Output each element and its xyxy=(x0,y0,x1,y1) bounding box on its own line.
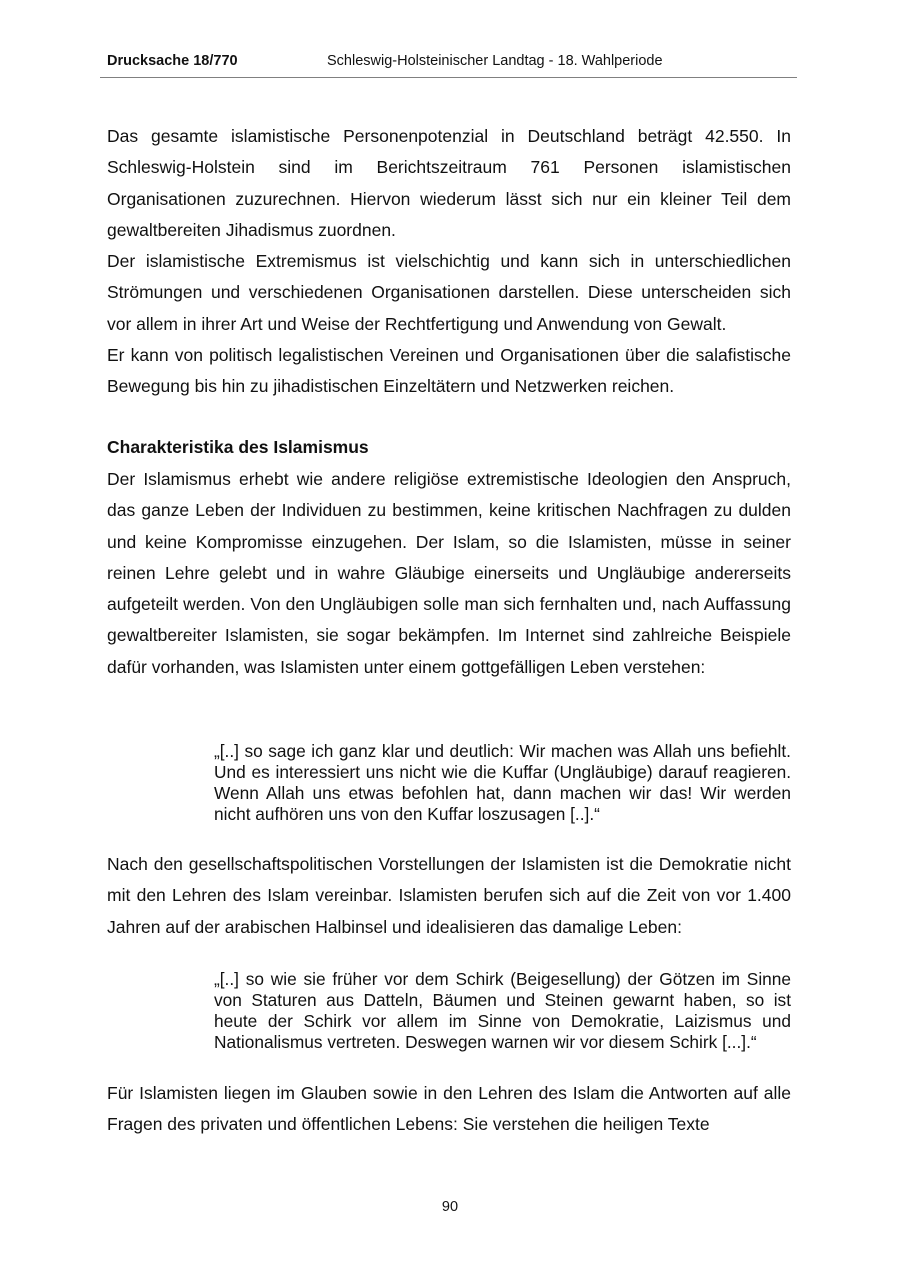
doc-number: Drucksache 18/770 xyxy=(107,53,238,69)
intro-section xyxy=(107,121,791,403)
paragraph-demokratie: Nach den gesellschaftspolitischen Vorstellungen der Islamisten ist die Demokratie nicht mit den Lehren des Islam vereinbar. Islamisten berufen sich auf die Zeit von vor 1.400 Jahren auf der arabischen Halbinsel und idealisieren das damalige Leben: xyxy=(107,854,791,937)
paragraph-bewegung: Er kann von politisch legalistischen Vereinen und Organisationen über die salafistische Bewegung bis hin zu jihadistischen Einzeltätern und Netzwerken reichen. xyxy=(107,345,791,397)
header-title: Schleswig-Holsteinischer Landtag - 18. Wahlperiode xyxy=(327,53,663,69)
page-number: 90 xyxy=(441,1199,459,1215)
blockquote-first: „[..] so sage ich ganz klar und deutlich: Wir machen was Allah uns befiehlt. Und es interessiert uns nicht wie die Kuffar (Ungläubige) darauf reagieren. Wenn Allah uns etwas befohlen hat, dann machen wir das! Wir werden nicht aufhören uns von den Kuffar loszusagen [..].“ xyxy=(214,741,791,824)
blockquote-second: „[..] so wie sie früher vor dem Schirk (Beigesellung) der Götzen im Sinne von Staturen aus Datteln, Bäumen und Steinen gewarnt haben, so ist heute der Schirk vor allem im Sinne von Demokratie, Laizismus und Nationalismus vertreten. Deswegen warnen wir vor diesem Schirk [...].“ xyxy=(214,969,791,1052)
page-header xyxy=(100,50,797,78)
paragraph-vielschichtig: Der islamistische Extremismus ist vielschichtig und kann sich in unterschiedlichen Strömungen und verschiedenen Organisationen darstellen. Diese unterscheiden sich vor allem in ihrer Art und Weise der Rechtfertigung und Anwendung von Gewalt. xyxy=(107,251,791,334)
paragraph-antworten: Für Islamisten liegen im Glauben sowie in den Lehren des Islam die Antworten auf alle Fragen des privaten und öffentlichen Lebens: Sie verstehen die heiligen Texte xyxy=(107,1083,791,1135)
paragraph-charakteristika: Der Islamismus erhebt wie andere religiöse extremistische Ideologien den Anspruch, das ganze Leben der Individuen zu bestimmen, keine kritischen Nachfragen zu dulden und keine Kompromisse einzugehen. Der Islam, so die Islamisten, müsse in seiner reinen Lehre gelebt und in wahre Gläubige einerseits und Ungläubige andererseits aufgeteilt werden. Von den Ungläubigen solle man sich fernhalten und, nach Auffassung gewaltbereiter Islamisten, sie sogar bekämpfen. Im Internet sind zahlreiche Beispiele dafür vorhanden, was Islamisten unter einem gottgefälligen Leben verstehen: xyxy=(107,469,791,677)
section-heading: Charakteristika des Islamismus xyxy=(107,437,369,457)
paragraph-personenpotenzial: Das gesamte islamistische Personenpotenzial in Deutschland beträgt 42.550. In Schleswig-Holstein sind im Berichtszeitraum 761 Personen islamistischen Organisationen zuzurechnen. Hiervon wiederum lässt sich nur ein kleiner Teil dem gewaltbereiten Jihadismus zuordnen. xyxy=(107,126,791,240)
